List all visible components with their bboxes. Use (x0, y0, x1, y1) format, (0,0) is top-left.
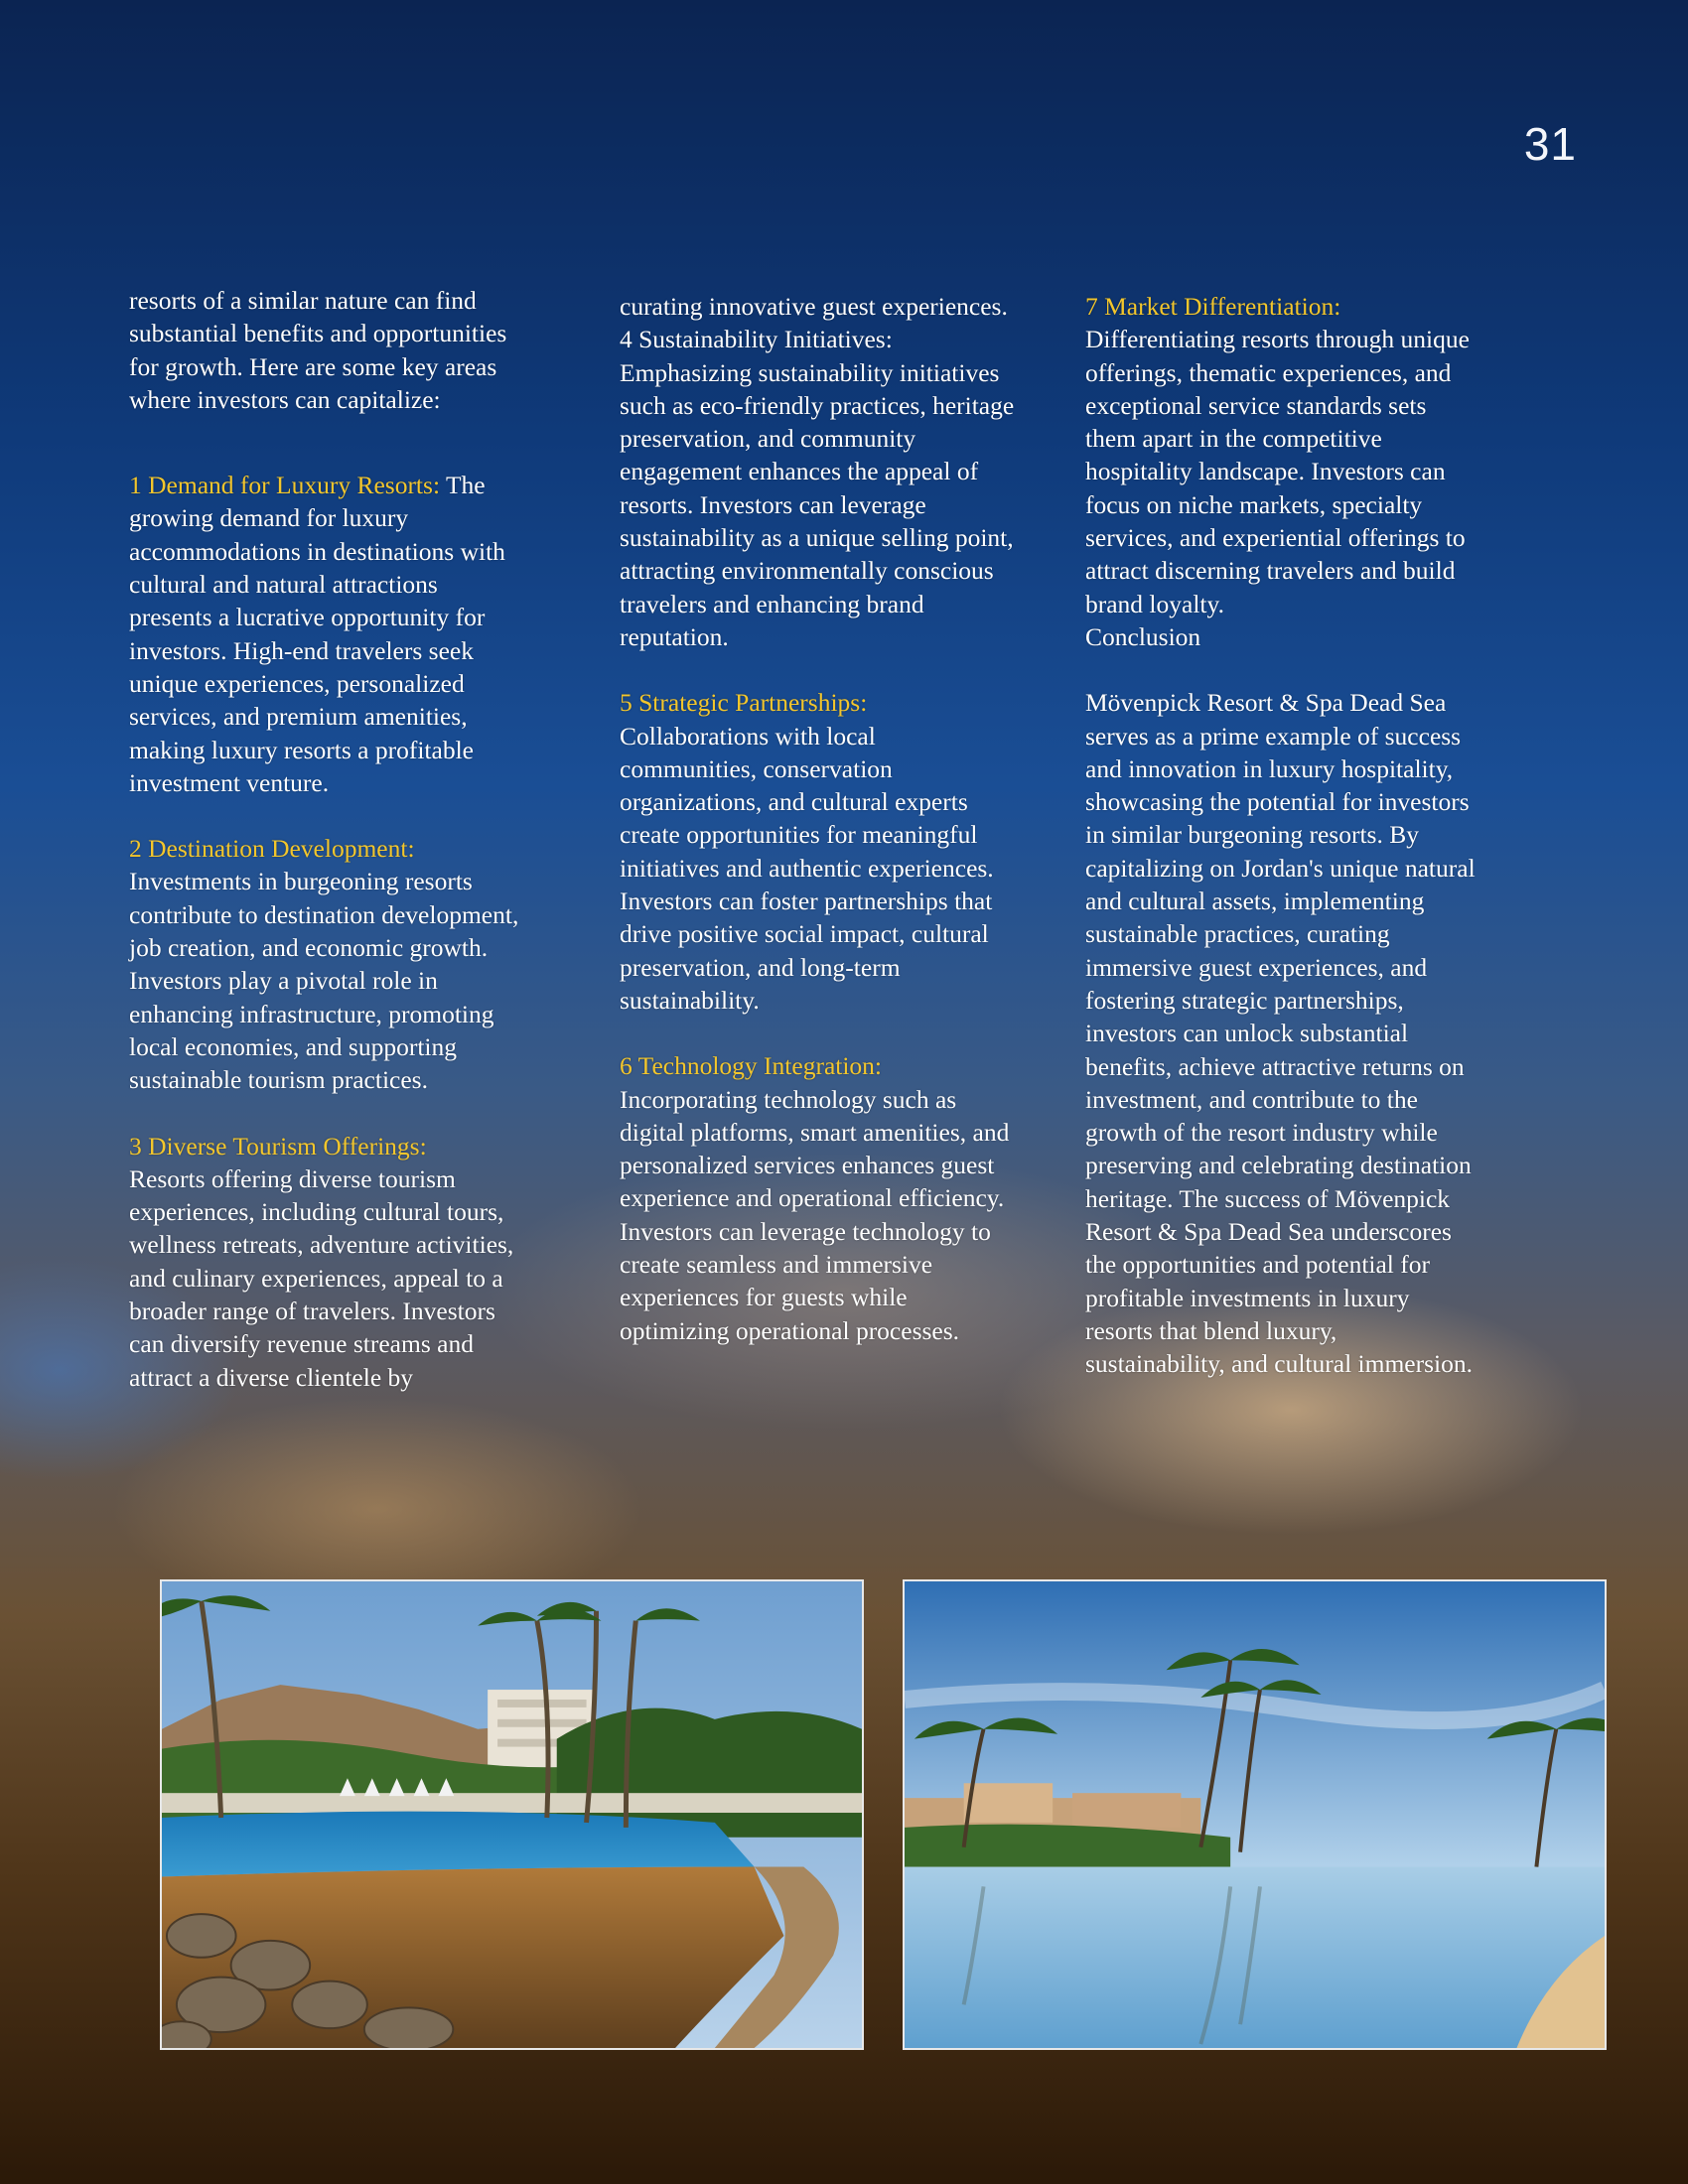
text-column-2 (620, 290, 1017, 1347)
section-strategic-partnerships (620, 686, 1017, 1017)
section-heading: 4 Sustainability Initiatives: (620, 325, 893, 354)
section-destination-development (129, 832, 526, 1096)
resort-pool-photo (160, 1579, 864, 2050)
conclusion-paragraph: Mövenpick Resort & Spa Dead Sea serves as a prime example of success and innovation in luxury hospitality, showcasing the potential for investors in similar burgeoning resorts. By capitalizing on Jordan's unique natural and cultural assets, implementing sustainable practices, curating immersive guest experiences, and fostering strategic partnerships, investors can unlock substantial benefits, achieve attractive returns on investment, and contribute to the growth of the resort industry while preserving and celebrating destination heritage. The success of Mövenpick Resort & Spa Dead Sea underscores the opportunities and potential for profitable investments in luxury resorts that blend luxury, sustainability, and cultural immersion. (1085, 688, 1476, 1379)
section-heading: 1 Demand for Luxury Resorts: (129, 471, 441, 500)
resort-pool-illustration (162, 1581, 862, 2048)
intro-paragraph: resorts of a similar nature can find substantial benefits and opportunities for growth. Here are some key areas where investors can capitalize: (129, 286, 507, 414)
continued-paragraph: curating innovative guest experiences. (620, 292, 1008, 321)
section-body: Resorts offering diverse tourism experiences, including cultural tours, wellness retreats, adventure activities, and culinary experiences, appeal to a broader range of travelers. Investors can diversify revenue streams and attract a diverse clientele by (129, 1163, 514, 1392)
section-demand-luxury (129, 469, 526, 799)
section-heading: 6 Technology Integration: (620, 1051, 883, 1081)
section-body: Collaborations with local communities, conservation organizations, and cultural experts create opportunities for meaningful initiatives and authentic experiences. Investors can foster partnerships that drive positive social impact, cultural preservation, and long-term sustainability. (620, 721, 994, 1015)
section-heading: 7 Market Differentiation: (1085, 292, 1341, 321)
section-heading: 2 Destination Development: (129, 834, 415, 864)
section-heading: 3 Diverse Tourism Offerings: (129, 1131, 427, 1160)
text-column-3 (1085, 290, 1482, 1381)
conclusion-label: Conclusion (1085, 621, 1201, 651)
infinity-pool-illustration (905, 1581, 1605, 2048)
section-sustainability (620, 323, 1017, 653)
page-number: 31 (1523, 118, 1577, 170)
text-column-1 (129, 284, 526, 1394)
section-body: Incorporating technology such as digital platforms, smart amenities, and personalized services enhances guest experience and operational efficiency. Investors can leverage technology to create seamless and immersive experiences for guests while optimizing operational processes. (620, 1084, 1010, 1345)
section-body: Investments in burgeoning resorts contribute to destination development, job creation, and economic growth. Investors play a pivotal role in enhancing infrastructure, promoting local economies, and supporting sustainable tourism practices. (129, 867, 519, 1095)
infinity-pool-photo (903, 1579, 1607, 2050)
section-heading: 5 Strategic Partnerships: (620, 688, 868, 718)
section-technology-integration (620, 1049, 1017, 1347)
section-body: Differentiating resorts through unique offerings, thematic experiences, and exceptional service standards sets them apart in the competitive hospitality landscape. Investors can focus on niche markets, specialty services, and experiential offerings to attract discerning travelers and build brand loyalty. (1085, 325, 1470, 618)
section-market-differentiation (1085, 290, 1482, 620)
section-body: Emphasizing sustainability initiatives such as eco-friendly practices, heritage preservation, and community engagement enhances the appeal of resorts. Investors can leverage sustainability as a unique selling point, attracting environmentally conscious travelers and enhancing brand reputation. (620, 357, 1015, 651)
section-diverse-tourism (129, 1130, 526, 1394)
section-body: The growing demand for luxury accommodations in destinations with cultural and natural attractions presents a lucrative opportunity for investors. High-end travelers seek unique experiences, personalized services, and premium amenities, making luxury resorts a profitable investment venture. (129, 471, 505, 797)
